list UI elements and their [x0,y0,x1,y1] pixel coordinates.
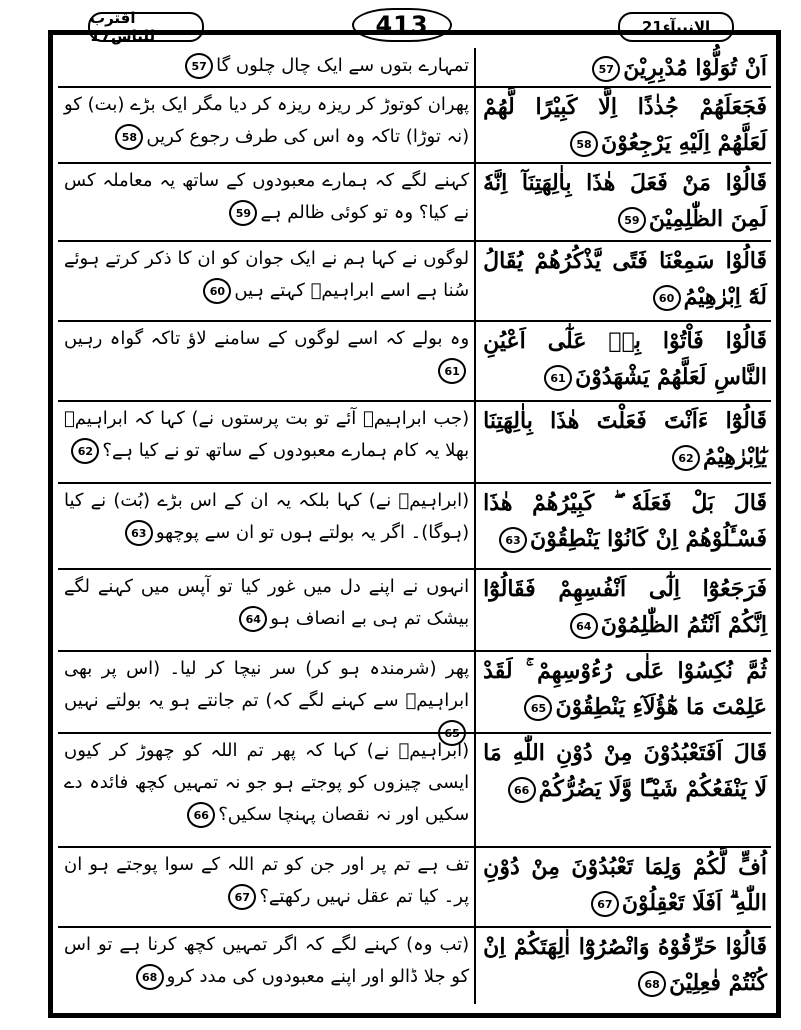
page-number: 413 [375,11,429,39]
verse-number-marker: 57 [592,56,620,82]
row-separator [58,320,771,322]
verse-number-marker: 68 [136,964,164,990]
row-separator [58,650,771,652]
row-separator [58,162,771,164]
verse-number-marker: 64 [239,606,267,632]
verse-row [58,243,771,315]
verse-row [58,165,771,237]
juz-name: اقترب للناس17 [90,9,156,45]
verse-row [58,403,771,475]
arabic-verse: فَرَجَعُوْٓا اِلٰٓى اَنْفُسِهِمْ فَقَالُوْٓا اِنَّكُمْ اَنْتُمُ الظّٰلِمُوْنَ64 [483,576,767,638]
urdu-translation: وہ بولے کہ اسے لوگوں کے سامنے لاؤ تاکہ گواہ رہیں61 [58,323,473,395]
urdu-translation: (جب ابراہیمؑ آئے تو بت پرستوں نے) کہا کہ ابراہیمؑ بھلا یہ کام ہمارے معبودوں کے ساتھ تو نے کیا ہے؟62 [58,403,473,475]
urdu-translation: پھران کوتوڑ کر ریزہ ریزہ کر دیا مگر ایک بڑے (بت) کو (نہ توڑا) تاکہ وہ اس کی طرف رجوع کریں58 [58,89,473,161]
verse-number-marker: 61 [438,358,466,384]
verse-number-marker: 59 [229,200,257,226]
verse-row [58,50,771,86]
verse-number-marker: 66 [187,802,215,828]
arabic-verse: قَالُوْٓا ءَاَنْتَ فَعَلْتَ هٰذَا بِاٰلِهَتِنَا يٰٓاِبْرٰهِيْمُ62 [483,408,767,470]
verse-row [58,89,771,161]
urdu-translation: انہوں نے اپنے دل میں غور کیا تو آپس میں کہنے لگے بیشک تم ہی بے انصاف ہو64 [58,571,473,643]
verse-number-marker: 59 [618,207,646,233]
verse-number-marker: 58 [570,131,598,157]
verse-number-marker: 60 [203,278,231,304]
verse-row [58,485,771,557]
arabic-verse: ثُمَّ نُكِسُوْا عَلٰى رُءُوْسِهِمْ ۚ لَقَدْ عَلِمْتَ مَا هٰٓؤُلَآءِ يَنْطِقُوْنَ65 [483,658,767,720]
urdu-translation: لوگوں نے کہا ہم نے ایک جوان کو ان کا ذکر کرتے ہوئے سُنا ہے اسے ابراہیمؑ کہتے ہیں60 [58,243,473,315]
row-separator [58,240,771,242]
verse-number-marker: 63 [499,527,527,553]
urdu-translation: تف ہے تم پر اور جن کو تم اللہ کے سوا پوجتے ہو ان پر۔ کیا تم عقل نہیں رکھتے؟67 [58,849,473,921]
arabic-verse: اَنْ تُوَلُّوْا مُدْبِرِيْنَ57 [483,50,771,86]
urdu-translation: (تب وہ) کہنے لگے کہ اگر تمہیں کچھ کرنا ہے تو اس کو جلا ڈالو اور اپنے معبودوں کی مدد کرو68 [58,929,473,1001]
arabic-verse: قَالَ اَفَتَعْبُدُوْنَ مِنْ دُوْنِ اللّٰهِ مَا لَا يَنْفَعُكُمْ شَيْـًٔا وَّلَا يَضُرُّكُمْ66 [483,740,767,802]
row-separator [58,86,771,88]
verse-row [58,323,771,395]
urdu-translation: (ابراہیمؑ نے) کہا کہ پھر تم اللہ کو چھوڑ کر کیوں ایسی چیزوں کو پوجتے ہو جو نہ تمہیں کچھ فائدہ دے سکیں اور نہ نقصان پہنچا سکیں؟66 [58,735,473,831]
verse-number-marker: 68 [638,971,666,997]
urdu-translation: تمہارے بتوں سے ایک چال چلوں گا57 [58,50,473,86]
verse-number-marker: 61 [544,365,572,391]
verse-number-marker: 64 [570,613,598,639]
row-separator [58,926,771,928]
row-separator [58,568,771,570]
row-separator [58,846,771,848]
verse-number-marker: 67 [228,884,256,910]
verse-number-marker: 62 [672,445,700,471]
row-separator [58,400,771,402]
verse-row [58,571,771,643]
row-separator [58,732,771,734]
arabic-verse: قَالُوْا فَاْتُوْا بِهٖ عَلٰٓى اَعْيُنِ النَّاسِ لَعَلَّهُمْ يَشْهَدُوْنَ61 [483,328,767,390]
verse-row [58,849,771,921]
verse-number-marker: 57 [185,53,213,79]
verse-number-marker: 62 [71,438,99,464]
verse-row [58,735,771,831]
verse-row [58,929,771,1001]
verse-number-marker: 63 [125,520,153,546]
urdu-translation: پھر (شرمندہ ہو کر) سر نیچا کر لیا۔ (اس پر بھی ابراہیمؑ سے کہنے لگے کہ) تم جانتے ہو یہ بولتے نہیں [58,653,473,749]
row-separator [58,482,771,484]
arabic-verse: اُفٍّ لَّكُمْ وَلِمَا تَعْبُدُوْنَ مِنْ دُوْنِ اللّٰهِ ۗ اَفَلَا تَعْقِلُوْنَ67 [483,854,767,916]
urdu-translation: کہنے لگے کہ ہمارے معبودوں کے ساتھ یہ معاملہ کس نے کیا؟ وہ تو کوئی ظالم ہے59 [58,165,473,237]
verse-number-marker: 67 [591,891,619,917]
surah-name: الانبیآء21 [641,18,711,36]
arabic-verse: فَجَعَلَهُمْ جُذٰذًا اِلَّا كَبِيْرًا لَّهُمْ لَعَلَّهُمْ اِلَيْهِ يَرْجِعُوْنَ58 [483,94,767,156]
verse-number-marker: 60 [653,285,681,311]
verse-number-marker: 66 [508,777,536,803]
arabic-verse: قَالَ بَلْ فَعَلَهٗ ۖ كَبِيْرُهُمْ هٰذَا فَسْـَٔلُوْهُمْ اِنْ كَانُوْا يَنْطِقُوْنَ63 [483,490,767,552]
arabic-verse: قَالُوْا حَرِّقُوْهُ وَانْصُرُوْٓا اٰلِهَتَكُمْ اِنْ كُنْتُمْ فٰعِلِيْنَ68 [483,934,767,996]
arabic-verse: قَالُوْا سَمِعْنَا فَتًى يَّذْكُرُهُمْ يُقَالُ لَهٗٓ اِبْرٰهِيْمُ60 [483,248,767,310]
verse-number-marker: 65 [524,695,552,721]
verse-number-marker: 58 [115,124,143,150]
urdu-translation: (ابراہیمؑ نے) کہا بلکہ یہ ان کے اس بڑے (بُت) نے کیا (ہوگا)۔ اگر یہ بولتے ہوں تو ان سے پوچھو63 [58,485,473,557]
arabic-verse: قَالُوْا مَنْ فَعَلَ هٰذَا بِاٰلِهَتِنَآ اِنَّهٗ لَمِنَ الظّٰلِمِيْنَ59 [483,170,767,232]
